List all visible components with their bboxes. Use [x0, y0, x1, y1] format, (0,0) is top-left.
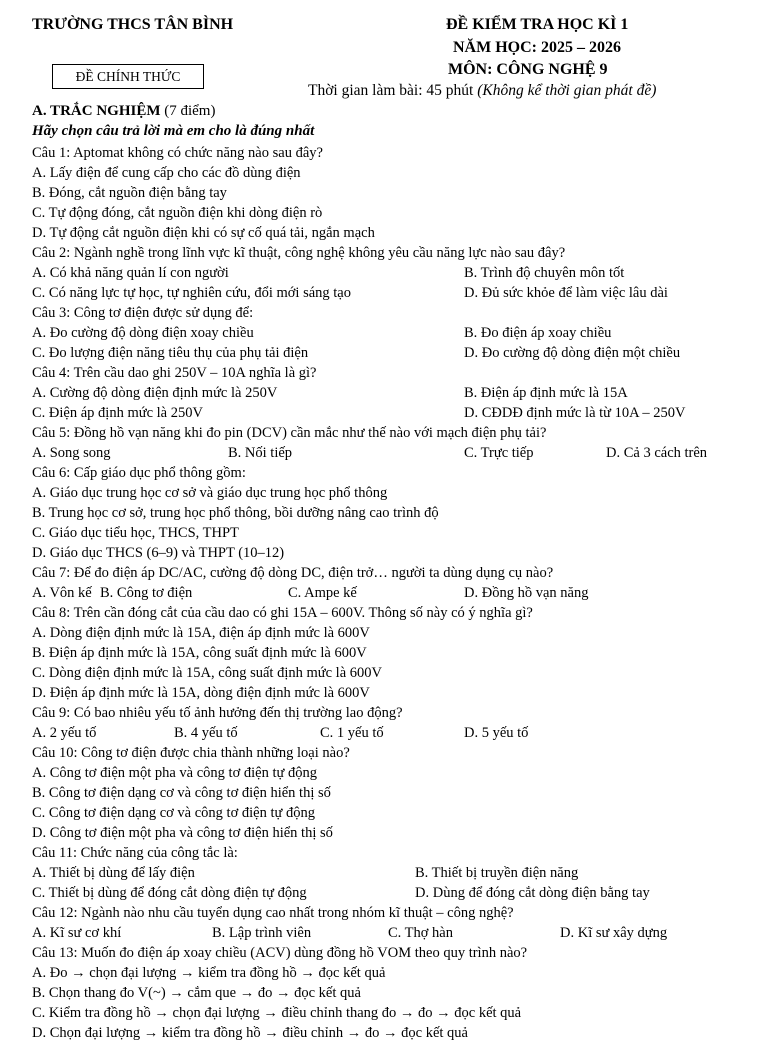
option-row	[32, 283, 752, 303]
answer-option: B. Đo điện áp xoay chiều	[464, 325, 612, 341]
answer-option: B. Công tơ điện	[100, 585, 193, 601]
answer-option: A. Vôn kế	[32, 585, 92, 601]
option-row	[32, 1003, 752, 1023]
answer-option: C. Giáo dục tiểu học, THCS, THPT	[32, 525, 239, 541]
answer-option: D. Kĩ sư xây dựng	[560, 925, 668, 941]
answer-option: A. Có khả năng quản lí con người	[32, 265, 229, 281]
option-row	[32, 823, 752, 843]
question-text: Câu 11: Chức năng của công tắc là:	[32, 845, 238, 861]
answer-option: C. Trực tiếp	[464, 445, 534, 461]
option-row	[32, 1023, 752, 1043]
question-text: Câu 13: Muốn đo điện áp xoay chiều (ACV) dùng đồng hồ VOM theo quy trình nào?	[32, 945, 528, 961]
option-row	[32, 343, 752, 363]
section-title	[32, 103, 215, 120]
section-name: A. TRẮC NGHIỆM	[32, 103, 161, 119]
section-points: (7 điểm)	[160, 103, 216, 119]
option-row	[32, 663, 752, 683]
answer-option: B. Điện áp định mức là 15A, công suất định mức là 600V	[32, 645, 367, 661]
option-row	[32, 923, 752, 943]
answer-option: A. Giáo dục trung học cơ sở và giáo dục trung học phổ thông	[32, 485, 388, 501]
option-row	[32, 323, 752, 343]
answer-option: D. Công tơ điện một pha và công tơ điện hiển thị số	[32, 825, 333, 841]
answer-option: B. Nối tiếp	[228, 445, 293, 461]
question-text: Câu 9: Có bao nhiêu yếu tố ảnh hưởng đến thị trường lao động?	[32, 705, 403, 721]
question-text: Câu 10: Công tơ điện được chia thành những loại nào?	[32, 745, 350, 761]
option-row	[32, 443, 752, 463]
answer-option: D. Đủ sức khỏe để làm việc lâu dài	[464, 285, 668, 301]
time-note: (Không kể thời gian phát đề)	[477, 82, 657, 99]
official-exam-label: ĐỀ CHÍNH THỨC	[52, 64, 204, 89]
answer-option: D. Đồng hồ vạn năng	[464, 585, 589, 601]
time-main: Thời gian làm bài: 45 phút	[308, 82, 478, 99]
option-row	[32, 203, 752, 223]
answer-option: B. Trung học cơ sở, trung học phổ thông, bồi dưỡng nâng cao trình độ	[32, 505, 439, 521]
option-row	[32, 383, 752, 403]
option-row	[32, 803, 752, 823]
answer-option: C. Đo lượng điện năng tiêu thụ của phụ tải điện	[32, 345, 309, 361]
answer-option: D. Tự động cắt nguồn điện khi có sự cố quá tải, ngắn mạch	[32, 225, 375, 241]
answer-option: C. Dòng điện định mức là 15A, công suất định mức là 600V	[32, 665, 382, 681]
option-row	[32, 483, 752, 503]
school-year: NĂM HỌC: 2025 – 2026	[453, 39, 621, 56]
answer-option: D. CĐDĐ định mức là từ 10A – 250V	[464, 405, 686, 421]
option-row	[32, 983, 752, 1003]
answer-option: B. Công tơ điện dạng cơ và công tơ điện hiển thị số	[32, 785, 331, 801]
answer-option: C. Có năng lực tự học, tự nghiên cứu, đổi mới sáng tạo	[32, 285, 351, 301]
answer-option: B. Điện áp định mức là 15A	[464, 385, 628, 401]
answer-option: C. 1 yếu tố	[320, 725, 384, 741]
question-list	[32, 143, 752, 1043]
answer-option: C. Ampe kế	[288, 585, 357, 601]
answer-option: D. 5 yếu tố	[464, 725, 529, 741]
option-row	[32, 523, 752, 543]
answer-option: A. Thiết bị dùng để lấy điện	[32, 865, 195, 881]
option-row	[32, 963, 752, 983]
answer-option: C. Thợ hàn	[388, 925, 453, 941]
question-text: Câu 6: Cấp giáo dục phổ thông gồm:	[32, 465, 246, 481]
answer-option: A. Đo → chọn đại lượng → kiểm tra đồng hồ → đọc kết quả	[32, 965, 386, 981]
question-text: Câu 7: Để đo điện áp DC/AC, cường độ dòng DC, điện trở… người ta dùng dụng cụ nào?	[32, 565, 554, 581]
answer-option: A. Công tơ điện một pha và công tơ điện tự động	[32, 765, 317, 781]
option-row	[32, 543, 752, 563]
answer-option: B. 4 yếu tố	[174, 725, 238, 741]
time-allowed	[308, 82, 656, 100]
answer-option: D. Đo cường độ dòng điện một chiều	[464, 345, 681, 361]
exam-title: ĐỀ KIỂM TRA HỌC KÌ 1	[446, 16, 629, 33]
answer-option: B. Thiết bị truyền điện năng	[415, 865, 579, 881]
answer-option: C. Điện áp định mức là 250V	[32, 405, 203, 421]
option-row	[32, 783, 752, 803]
answer-option: B. Trình độ chuyên môn tốt	[464, 265, 625, 281]
option-row	[32, 763, 752, 783]
answer-option: D. Điện áp định mức là 15A, dòng điện định mức là 600V	[32, 685, 370, 701]
answer-option: D. Chọn đại lượng → kiểm tra đồng hồ → điều chỉnh → đo → đọc kết quả	[32, 1025, 468, 1041]
option-row	[32, 163, 752, 183]
answer-option: A. Song song	[32, 445, 111, 461]
option-row	[32, 223, 752, 243]
option-row	[32, 263, 752, 283]
subject: MÔN: CÔNG NGHỆ 9	[448, 61, 608, 78]
answer-option: D. Dùng để đóng cắt dòng điện bằng tay	[415, 885, 650, 901]
answer-option: A. Cường độ dòng điện định mức là 250V	[32, 385, 278, 401]
option-row	[32, 503, 752, 523]
question-text: Câu 5: Đồng hồ vạn năng khi đo pin (DCV) cần mắc như thế nào với mạch điện phụ tải?	[32, 425, 547, 441]
option-row	[32, 183, 752, 203]
question-text: Câu 1: Aptomat không có chức năng nào sau đây?	[32, 145, 323, 161]
answer-option: B. Lập trình viên	[212, 925, 312, 941]
answer-option: C. Tự động đóng, cắt nguồn điện khi dòng điện rò	[32, 205, 323, 221]
answer-option: D. Giáo dục THCS (6–9) và THPT (10–12)	[32, 545, 285, 561]
option-row	[32, 403, 752, 423]
answer-option: A. Kĩ sư cơ khí	[32, 925, 122, 941]
option-row	[32, 643, 752, 663]
answer-option: B. Chọn thang đo V(~) → cắm que → đo → đọc kết quả	[32, 985, 361, 1001]
answer-option: A. Lấy điện để cung cấp cho các đồ dùng điện	[32, 165, 301, 181]
option-row	[32, 623, 752, 643]
answer-option: C. Thiết bị dùng để đóng cắt dòng điện tự động	[32, 885, 307, 901]
school-name: TRƯỜNG THCS TÂN BÌNH	[32, 16, 234, 33]
option-row	[32, 883, 752, 903]
option-row	[32, 723, 752, 743]
answer-option: A. Dòng điện định mức là 15A, điện áp định mức là 600V	[32, 625, 370, 641]
option-row	[32, 583, 752, 603]
question-text: Câu 3: Công tơ điện được sử dụng để:	[32, 305, 254, 321]
answer-option: C. Kiểm tra đồng hồ → chọn đại lượng → điều chỉnh thang đo → đo → đọc kết quả	[32, 1005, 522, 1021]
answer-option: B. Đóng, cắt nguồn điện bằng tay	[32, 185, 227, 201]
answer-option: A. Đo cường độ dòng điện xoay chiều	[32, 325, 254, 341]
option-row	[32, 683, 752, 703]
option-row	[32, 863, 752, 883]
question-text: Câu 4: Trên cầu dao ghi 250V – 10A nghĩa là gì?	[32, 365, 317, 381]
question-text: Câu 12: Ngành nào nhu cầu tuyển dụng cao nhất trong nhóm kĩ thuật – công nghệ?	[32, 905, 514, 921]
question-text: Câu 2: Ngành nghề trong lĩnh vực kĩ thuật, công nghệ không yêu cầu năng lực nào sau đây?	[32, 245, 566, 261]
answer-option: D. Cả 3 cách trên	[606, 445, 708, 461]
instruction: Hãy chọn câu trả lời mà em cho là đúng nhất	[32, 123, 315, 139]
answer-option: C. Công tơ điện dạng cơ và công tơ điện tự động	[32, 805, 315, 821]
question-text: Câu 8: Trên cần đóng cắt của cầu dao có ghi 15A – 600V. Thông số này có ý nghĩa gì?	[32, 605, 533, 621]
answer-option: A. 2 yếu tố	[32, 725, 97, 741]
